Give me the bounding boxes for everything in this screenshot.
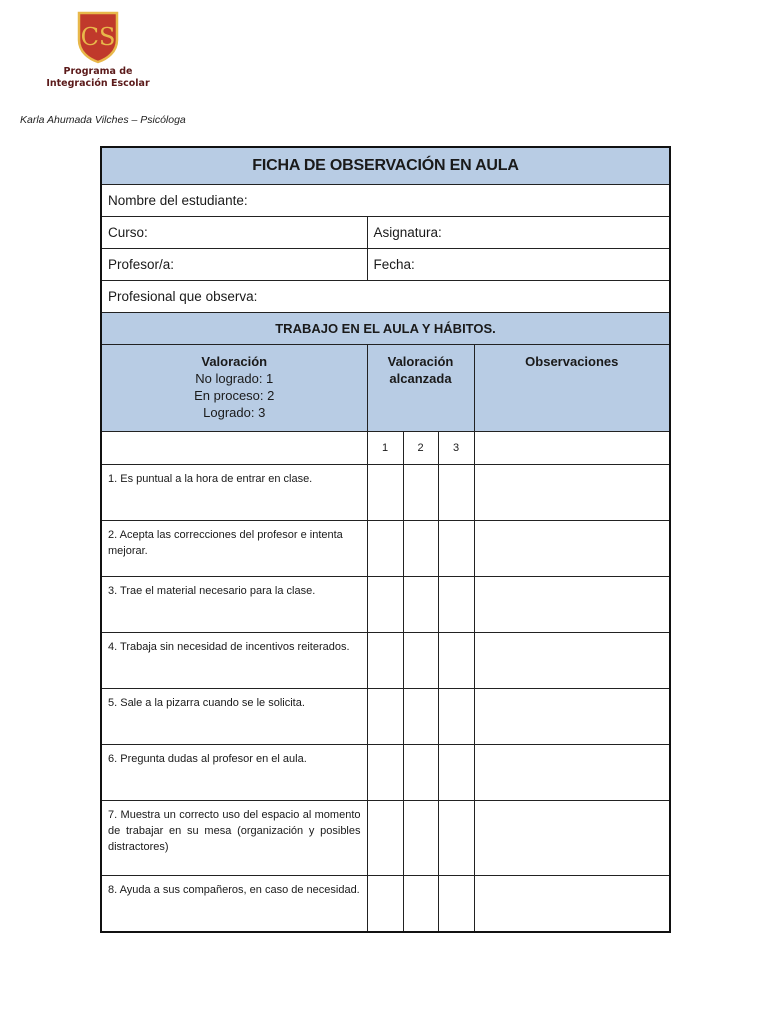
empty-cell (101, 432, 367, 465)
observations-title: Observaciones (525, 354, 619, 369)
score-cell-2[interactable] (403, 521, 438, 577)
author-line: Karla Ahumada Vilches – Psicóloga (20, 114, 186, 126)
item-label: 6. Pregunta dudas al profesor en el aula. (101, 745, 367, 801)
score-cell-2[interactable] (403, 801, 438, 876)
score-cell-1[interactable] (367, 633, 403, 689)
item-label: 1. Es puntual a la hora de entrar en clase. (101, 465, 367, 521)
item-row (101, 801, 670, 876)
item-label: 8. Ayuda a sus compañeros, en caso de necesidad. (101, 876, 367, 933)
observaciones-header (474, 345, 670, 432)
observation-cell[interactable] (474, 521, 670, 577)
score-cell-2[interactable] (403, 745, 438, 801)
score-cell-3[interactable] (438, 876, 474, 933)
score-cell-1[interactable] (367, 577, 403, 633)
score-cell-1[interactable] (367, 521, 403, 577)
item-row (101, 577, 670, 633)
observation-cell[interactable] (474, 876, 670, 933)
observer-field[interactable]: Profesional que observa: (101, 281, 670, 313)
score-cell-1[interactable] (367, 745, 403, 801)
item-row (101, 521, 670, 577)
scale-not-achieved: No logrado: 1 (195, 371, 274, 386)
score-cell-1[interactable] (367, 465, 403, 521)
course-field[interactable]: Curso: (101, 217, 367, 249)
score-cell-2[interactable] (403, 465, 438, 521)
item-row (101, 745, 670, 801)
observation-cell[interactable] (474, 577, 670, 633)
score-cell-3[interactable] (438, 577, 474, 633)
shield-logo-icon (76, 10, 120, 64)
scale-in-progress: En proceso: 2 (194, 388, 275, 403)
logo-text (40, 66, 156, 90)
date-field[interactable]: Fecha: (367, 249, 670, 281)
score-cell-1[interactable] (367, 876, 403, 933)
score-header-3: 3 (438, 432, 474, 465)
observation-cell[interactable] (474, 689, 670, 745)
score-cell-3[interactable] (438, 689, 474, 745)
item-label: 7. Muestra un correcto uso del espacio al momento de trabajar en su mesa (organización y posibles distractores) (101, 801, 367, 876)
item-row (101, 633, 670, 689)
observation-cell[interactable] (474, 633, 670, 689)
score-cell-1[interactable] (367, 801, 403, 876)
score-cell-3[interactable] (438, 745, 474, 801)
score-header-2: 2 (403, 432, 438, 465)
observation-cell[interactable] (474, 745, 670, 801)
reached-line-1: Valoración (387, 354, 454, 369)
valoracion-header (101, 345, 367, 432)
valoracion-alcanzada-header (367, 345, 474, 432)
item-row (101, 876, 670, 933)
item-row (101, 465, 670, 521)
item-label: 3. Trae el material necesario para la clase. (101, 577, 367, 633)
score-cell-3[interactable] (438, 633, 474, 689)
item-label: 2. Acepta las correcciones del profesor e intenta mejorar. (101, 521, 367, 577)
score-cell-2[interactable] (403, 689, 438, 745)
score-cell-3[interactable] (438, 465, 474, 521)
score-cell-3[interactable] (438, 521, 474, 577)
score-cell-2[interactable] (403, 876, 438, 933)
form-title: FICHA DE OBSERVACIÓN EN AULA (101, 147, 670, 185)
section-heading: TRABAJO EN EL AULA Y HÁBITOS. (101, 313, 670, 345)
item-label: 5. Sale a la pizarra cuando se le solicita. (101, 689, 367, 745)
score-cell-2[interactable] (403, 577, 438, 633)
observation-cell[interactable] (474, 801, 670, 876)
valoracion-title: Valoración (201, 354, 268, 369)
item-label: 4. Trabaja sin necesidad de incentivos reiterados. (101, 633, 367, 689)
observation-form-table (100, 146, 671, 933)
observations-empty-cell (474, 432, 670, 465)
score-cell-3[interactable] (438, 801, 474, 876)
observation-cell[interactable] (474, 465, 670, 521)
reached-line-2: alcanzada (389, 371, 452, 386)
logo-line-1: Programa de (63, 66, 133, 77)
logo-line-2: Integración Escolar (46, 78, 150, 89)
student-name-field[interactable]: Nombre del estudiante: (101, 185, 670, 217)
logo-letters: CS (80, 23, 116, 51)
program-logo (40, 10, 156, 90)
subject-field[interactable]: Asignatura: (367, 217, 670, 249)
item-row (101, 689, 670, 745)
score-cell-1[interactable] (367, 689, 403, 745)
teacher-field[interactable]: Profesor/a: (101, 249, 367, 281)
score-header-1: 1 (367, 432, 403, 465)
scale-achieved: Logrado: 3 (203, 405, 266, 420)
score-cell-2[interactable] (403, 633, 438, 689)
